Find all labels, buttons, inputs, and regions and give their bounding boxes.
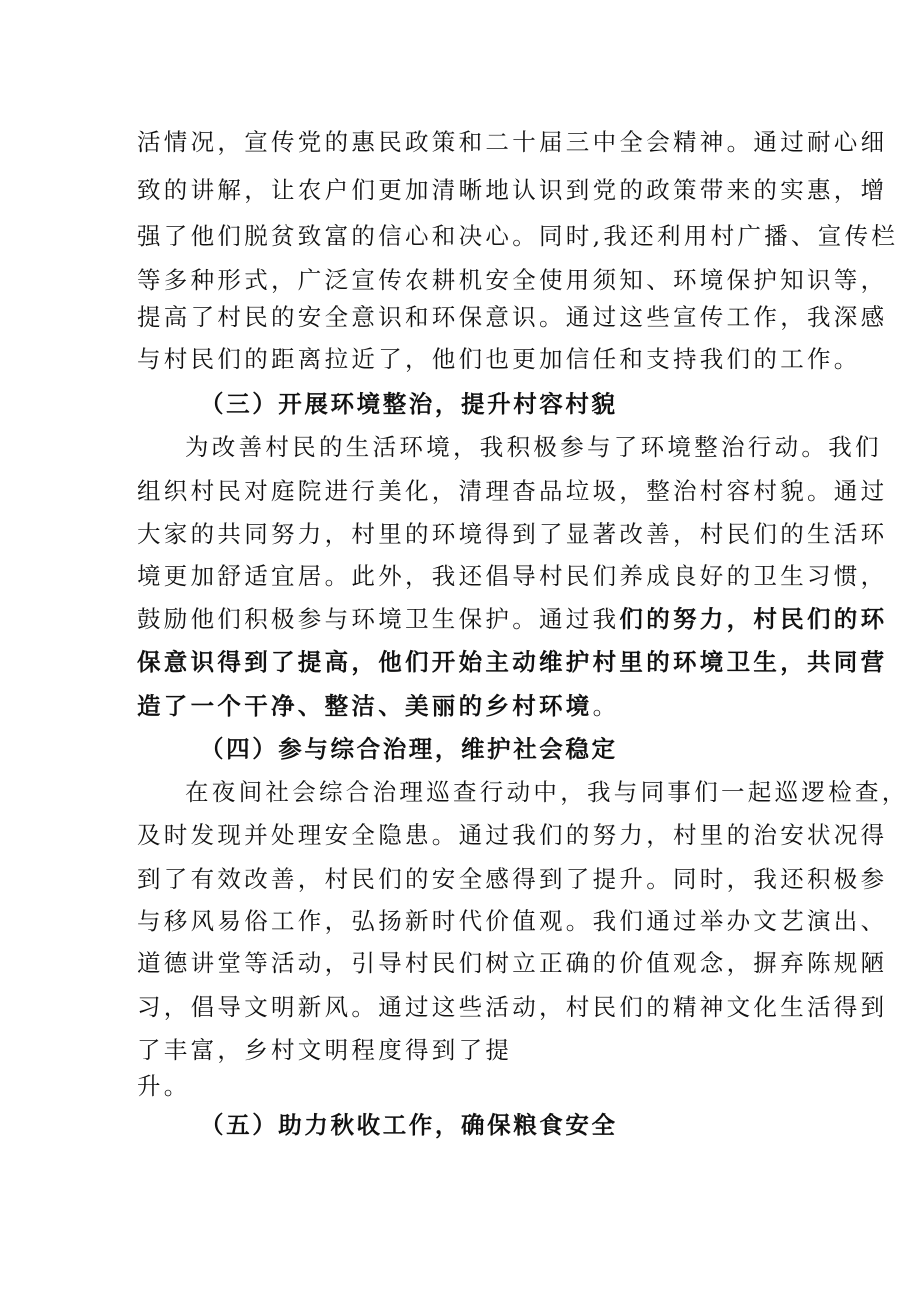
paragraph-text-bold: 们的努力，村民们的环 (619, 605, 888, 633)
paragraph-line: 为改善村民的生活环境，我积极参与了环境整治行动。我们 (185, 433, 882, 461)
paragraph-line: 提高了村民的安全意识和环保意识。通过这些宣传工作，我深感 (137, 303, 888, 331)
paragraph-line: 在夜间社会综合治理巡查行动中，我与同事们一起巡逻检查， (185, 778, 909, 806)
paragraph-line: 了丰富，乡村文明程度得到了提 (137, 1036, 513, 1064)
paragraph-line: 道德讲堂等活动，引导村民们树立正确的价值观念，摒弃陈规陋 (137, 949, 888, 977)
paragraph-line: 到了有效改善，村民们的安全感得到了提升。同时，我还积极参 (137, 865, 888, 893)
paragraph-line: 及时发现并处理安全隐患。通过我们的努力，村里的治安状况得 (137, 821, 888, 849)
paragraph-line: 习，倡导文明新风。通过这些活动，村民们的精神文化生活得到 (137, 993, 888, 1021)
paragraph-text-normal: 鼓励他们积极参与环境卫生保护。通过我 (137, 605, 620, 633)
paragraph-line-bold: 保意识得到了提高，他们开始主动维护村里的环境卫生，共同营 (137, 648, 888, 676)
paragraph-line: 致的讲解，让农户们更加清晰地认识到党的政策带来的实惠，增 (137, 176, 888, 204)
section-heading-3: （三）开展环境整治，提升村容村貌 (200, 390, 618, 418)
section-heading-5: （五）助力秋收工作，确保粮食安全 (200, 1111, 618, 1139)
paragraph-line: 活情况，宣传党的惠民政策和二十届三中全会精神。通过耐心细 (137, 128, 888, 156)
paragraph-line: 与移风易俗工作，弘扬新时代价值观。我们通过举办文艺演出、 (137, 907, 888, 935)
paragraph-text-bold: 造了一个干净、整洁、美丽的乡村环境 (137, 692, 593, 720)
paragraph-line-mixed (137, 691, 619, 721)
section-heading-4: （四）参与综合治理，维护社会稳定 (200, 735, 618, 763)
paragraph-line-mixed (137, 604, 887, 634)
paragraph-line: 境更加舒适宜居。此外，我还倡导村民们养成良好的卫生习惯， (137, 562, 888, 590)
paragraph-line: 等多种形式，广泛宣传农耕机安全使用须知、环境保护知识等， (137, 266, 888, 294)
paragraph-text-normal: 。 (592, 692, 620, 720)
paragraph-line: 强了他们脱贫致富的信心和决心。同时,我还利用村广播、宣传栏 (137, 222, 899, 250)
paragraph-line: 与村民们的距离拉近了，他们也更加信任和支持我们的工作。 (137, 345, 861, 373)
paragraph-line: 组织村民对庭院进行美化，清理杳品垃圾，整治村容村貌。通过 (137, 477, 888, 505)
paragraph-line: 大家的共同努力，村里的环境得到了显著改善，村民们的生活环 (137, 520, 888, 548)
paragraph-line: 升。 (137, 1072, 191, 1100)
